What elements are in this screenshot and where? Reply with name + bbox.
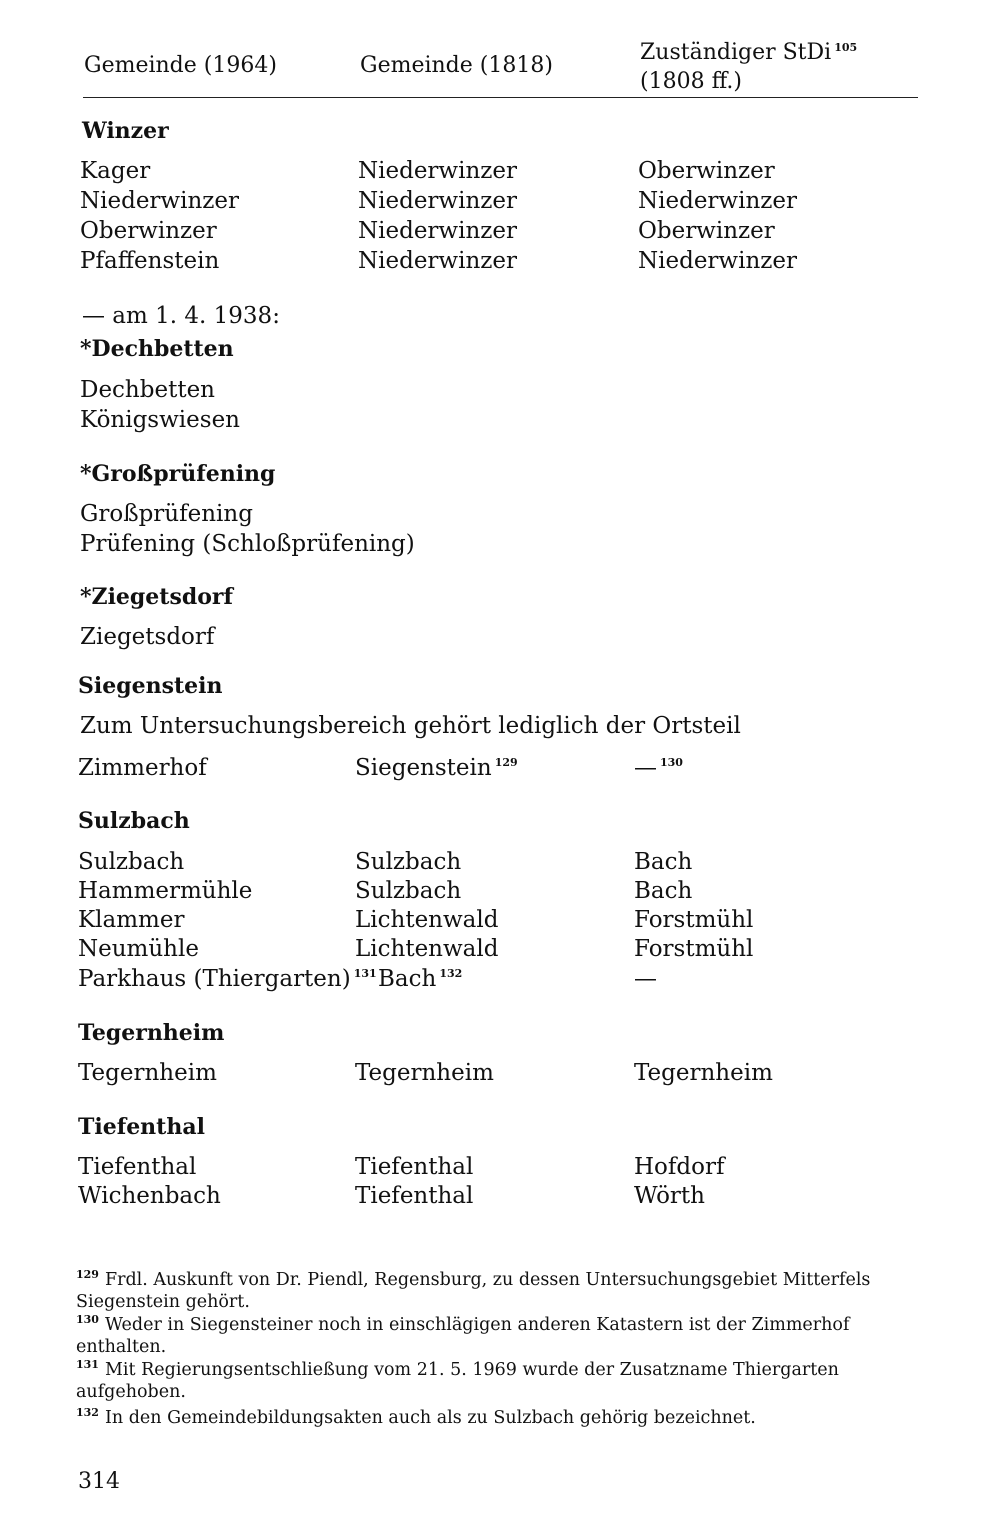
footnote-ref-130: 130 [660,756,683,770]
footnote-129 [76,1264,908,1313]
section-title-ziegetsdorf: *Ziegetsdorf [80,584,233,610]
list-item: Königswiesen [80,407,240,433]
column-header-stdi-label: Zuständiger StDi [640,40,832,65]
section-title-dechbetten: *Dechbetten [80,336,234,362]
table-cell [78,966,377,992]
table-cell: Niederwinzer [638,188,798,214]
table-cell: Lichtenwald [355,907,499,933]
section-title-siegenstein: Siegenstein [78,673,223,699]
footnote-text: Weder in Siegensteiner noch in einschlägigen anderen Katastern ist der Zimmerhof enthalten. [76,1314,850,1357]
table-cell: Lichtenwald [355,936,499,962]
table-cell: Hofdorf [634,1154,725,1180]
list-item: Dechbetten [80,377,215,403]
table-cell: Hammermühle [78,878,253,904]
table-cell: Sulzbach [355,878,462,904]
footnote-number: 131 [76,1358,99,1371]
table-cell: Tiefenthal [78,1154,197,1180]
date-note: — am 1. 4. 1938: [82,303,280,329]
table-cell-text: Bach [378,966,437,992]
table-cell: Niederwinzer [80,188,240,214]
section-title-tegernheim: Tegernheim [78,1020,225,1046]
table-cell: Niederwinzer [358,188,518,214]
table-cell: Tegernheim [78,1060,217,1086]
scope-note: Zum Untersuchungsbereich gehört lediglich der Ortsteil [80,713,741,739]
table-cell: Bach [634,878,693,904]
table-cell: Bach [634,849,693,875]
table-cell: Niederwinzer [358,248,518,274]
table-cell: Sulzbach [78,849,185,875]
list-item: Großprüfening [80,501,253,527]
table-cell: — [634,966,657,992]
table-cell: Oberwinzer [80,218,217,244]
list-item: Prüfening (Schloßprüfening) [80,531,415,557]
section-title-tiefenthal: Tiefenthal [78,1114,205,1140]
footnote-130 [76,1309,908,1358]
footnote-text: Frdl. Auskunft von Dr. Piendl, Regensburg, zu dessen Untersuchungsgebiet Mitterfels Siegenstein gehört. [76,1269,871,1312]
table-cell: Forstmühl [634,936,754,962]
footnote-number: 130 [76,1313,99,1326]
header-rule [83,97,918,98]
table-cell: Niederwinzer [358,218,518,244]
table-cell: Tiefenthal [355,1183,474,1209]
table-cell: Wichenbach [78,1183,221,1209]
table-cell: Tiefenthal [355,1154,474,1180]
footnote-text: Mit Regierungsentschließung vom 21. 5. 1969 wurde der Zusatzname Thiergarten aufgehoben. [76,1359,839,1402]
footnote-ref-132: 132 [439,967,463,981]
table-cell: Tegernheim [634,1060,773,1086]
column-header-stdi [640,40,857,65]
table-cell: Wörth [634,1183,705,1209]
table-cell: Sulzbach [355,849,462,875]
list-item: Ziegetsdorf [80,624,215,650]
section-title-winzer: Winzer [82,118,169,144]
table-cell: Niederwinzer [358,158,518,184]
table-cell: Niederwinzer [638,248,798,274]
section-title-grosspruefening: *Großprüfening [80,461,276,487]
table-cell: Pfaffenstein [80,248,220,274]
table-cell: Oberwinzer [638,218,775,244]
table-cell [634,755,683,781]
footnote-ref-129: 129 [494,756,518,770]
footnote-ref-131: 131 [353,967,377,981]
table-cell [355,755,518,781]
table-cell-text: Parkhaus (Thiergarten) [78,966,351,992]
footnote-text: In den Gemeindebildungsakten auch als zu Sulzbach gehörig bezeichnet. [104,1407,756,1428]
table-cell [378,966,462,992]
footnote-number: 132 [76,1406,99,1419]
table-cell: Forstmühl [634,907,754,933]
table-cell: Oberwinzer [638,158,775,184]
table-cell-text: Siegenstein [355,755,492,781]
footnote-131 [76,1354,908,1403]
footnote-132 [76,1402,908,1429]
column-header-gemeinde-1818: Gemeinde (1818) [360,53,553,78]
table-cell: Neumühle [78,936,199,962]
footnote-number: 129 [76,1268,99,1281]
table-cell-text: — [634,755,657,781]
page-number: 314 [78,1469,120,1494]
column-header-stdi-years: (1808 ff.) [640,69,742,94]
footnote-ref-105: 105 [834,40,858,54]
section-title-sulzbach: Sulzbach [78,808,190,834]
table-cell: Kager [80,158,151,184]
table-cell: Tegernheim [355,1060,494,1086]
table-cell: Klammer [78,907,185,933]
table-cell: Zimmerhof [78,755,207,781]
column-header-gemeinde-1964: Gemeinde (1964) [84,53,277,78]
